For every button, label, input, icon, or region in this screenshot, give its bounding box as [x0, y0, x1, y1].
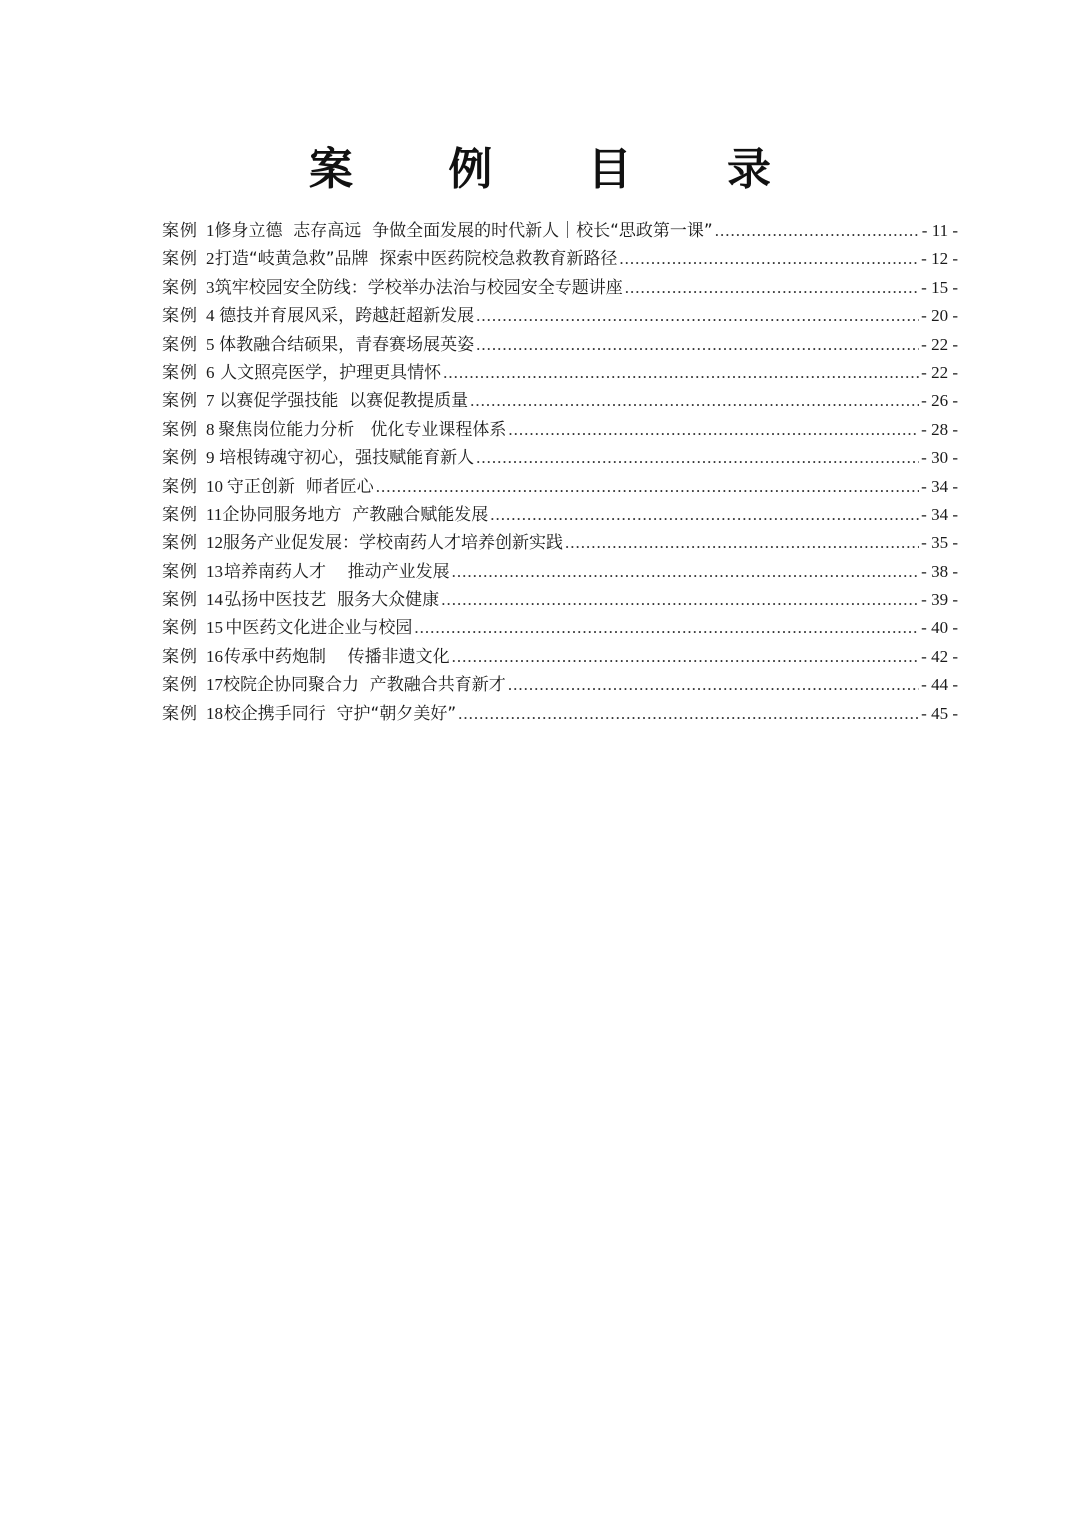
case-title: 体教融合结硕果，青春赛场展英姿	[219, 334, 475, 355]
dot-leader	[414, 618, 919, 638]
toc-entry	[162, 358, 958, 386]
case-label: 案例	[162, 476, 198, 497]
toc-entry	[162, 557, 958, 585]
page-title: 案 例 目 录	[309, 144, 811, 195]
case-number: 1	[206, 221, 215, 240]
case-label: 案例	[162, 306, 198, 327]
case-title: 企协同服务地方 产教融合赋能发展	[222, 504, 489, 525]
dot-leader	[625, 278, 919, 298]
dot-leader	[619, 249, 919, 269]
toc-entry	[162, 642, 958, 670]
toc-entry	[162, 528, 958, 556]
dot-leader	[443, 363, 919, 383]
case-number: 2	[206, 249, 215, 269]
page-number: - 28 -	[921, 419, 958, 439]
toc-entry	[162, 500, 958, 528]
case-label: 案例	[162, 504, 198, 525]
toc-entry	[162, 301, 958, 329]
case-label: 案例	[162, 703, 198, 724]
case-title: 修身立德 志存高远 争做全面发展的时代新人｜校长“思政第一课”	[214, 221, 713, 241]
dot-leader	[508, 675, 919, 695]
toc-entry	[162, 585, 958, 613]
dot-leader	[458, 704, 919, 724]
case-label: 案例	[162, 675, 198, 696]
case-number: 6	[206, 362, 215, 382]
case-label: 案例	[162, 590, 198, 611]
dot-leader	[376, 477, 919, 497]
page-number: - 42 -	[921, 646, 958, 666]
toc-entry	[162, 415, 958, 443]
dot-leader	[476, 335, 919, 355]
case-number: 18	[206, 703, 223, 723]
case-label: 案例	[162, 419, 198, 440]
case-title: 以赛促学强技能 以赛促教提质量	[219, 391, 469, 412]
dot-leader	[452, 647, 920, 667]
page-number: - 44 -	[921, 675, 958, 695]
case-title: 校院企协同聚合力 产教融合共育新才	[223, 675, 506, 696]
case-number: 13	[206, 561, 223, 581]
case-number: 12	[206, 533, 223, 553]
page-number: - 15 -	[921, 277, 958, 297]
dot-leader	[470, 391, 919, 411]
case-title: 守正创新 师者匠心	[226, 476, 374, 497]
case-number: 4	[206, 306, 215, 326]
page-number: - 34 -	[921, 476, 958, 496]
toc-entry	[162, 273, 958, 301]
case-number: 10	[206, 476, 223, 496]
case-title: 传承中药炮制 传播非遗文化	[223, 646, 450, 667]
page-number: - 11 -	[921, 221, 958, 240]
case-number: 8	[206, 419, 215, 439]
case-title: 人文照亮医学，护理更具情怀	[220, 362, 442, 383]
page-number: - 30 -	[921, 448, 958, 468]
case-number: 3	[206, 277, 215, 297]
case-title: 德技并育展风采，跨越赶超新发展	[219, 306, 475, 327]
case-title: 聚焦岗位能力分析 优化专业课程体系	[218, 419, 507, 440]
toc-entry	[162, 443, 958, 471]
table-of-contents	[162, 216, 958, 727]
toc-entry	[162, 472, 958, 500]
case-title: 筑牢校园安全防线：学校举办法治与校园安全专题讲座	[214, 277, 623, 298]
case-number: 9	[206, 448, 215, 468]
page-number: - 39 -	[921, 590, 958, 610]
case-label: 案例	[162, 277, 198, 298]
page-number: - 40 -	[921, 618, 958, 638]
page-number: - 34 -	[921, 504, 958, 524]
dot-leader	[565, 533, 919, 553]
dot-leader	[452, 562, 920, 582]
page-number: - 22 -	[921, 362, 958, 382]
case-number: 5	[206, 334, 215, 354]
case-title: 打造“岐黄急救”品牌 探索中医药院校急救教育新路径	[214, 249, 618, 270]
case-label: 案例	[162, 561, 198, 582]
page-number: - 35 -	[921, 533, 958, 553]
case-label: 案例	[162, 533, 198, 554]
case-title: 弘扬中医技艺 服务大众健康	[224, 590, 440, 611]
case-label: 案例	[162, 362, 198, 383]
case-title: 培根铸魂守初心，强技赋能育新人	[219, 448, 475, 469]
toc-entry	[162, 699, 958, 727]
page-number: - 26 -	[921, 391, 958, 411]
case-title: 服务产业促发展：学校南药人才培养创新实践	[223, 533, 563, 554]
case-title: 校企携手同行 守护“朝夕美好”	[223, 703, 457, 724]
case-title: 培养南药人才 推动产业发展	[223, 561, 450, 582]
page-number: - 22 -	[921, 334, 958, 354]
case-label: 案例	[162, 618, 198, 639]
page-number: - 38 -	[921, 561, 958, 581]
case-label: 案例	[162, 646, 198, 667]
case-label: 案例	[162, 391, 198, 412]
case-number: 16	[206, 646, 223, 666]
case-number: 7	[206, 391, 215, 411]
case-label: 案例	[162, 448, 198, 469]
case-number: 11	[206, 504, 223, 524]
page-number: - 45 -	[921, 703, 958, 723]
toc-entry	[162, 670, 958, 698]
dot-leader	[476, 448, 919, 468]
toc-entry	[162, 244, 958, 272]
case-number: 14	[206, 590, 223, 610]
case-number: 15	[206, 618, 223, 638]
case-number: 17	[206, 675, 223, 695]
dot-leader	[476, 306, 919, 326]
dot-leader	[490, 505, 919, 525]
case-label: 案例	[162, 249, 198, 270]
toc-entry	[162, 386, 958, 414]
page-number: - 12 -	[921, 249, 958, 269]
toc-entry	[162, 613, 958, 641]
case-title: 中医药文化进企业与校园	[225, 618, 413, 639]
dot-leader	[508, 420, 919, 440]
page-number: - 20 -	[921, 306, 958, 326]
dot-leader	[715, 221, 920, 241]
toc-entry	[162, 330, 958, 358]
dot-leader	[441, 590, 919, 610]
case-label: 案例	[162, 221, 198, 241]
toc-entry	[162, 216, 958, 244]
case-label: 案例	[162, 334, 198, 355]
